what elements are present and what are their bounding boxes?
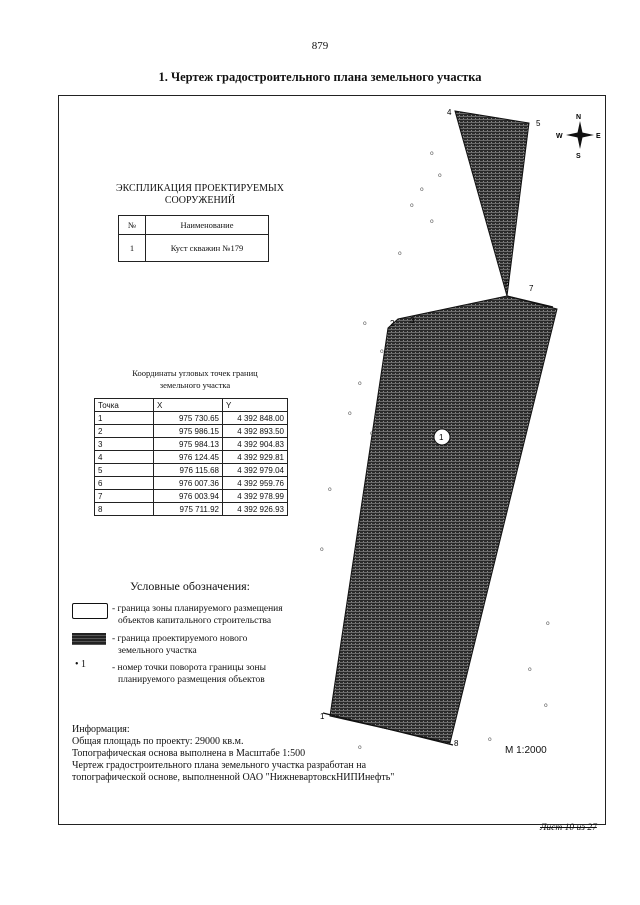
- legend-item-plot-line1: - граница проектируемого нового: [112, 634, 248, 644]
- point-label-5: 5: [536, 119, 541, 128]
- coordinates-title: [110, 367, 280, 391]
- table-cell: 4 392 904.83: [223, 438, 288, 451]
- legend-item-plot-line2: земельного участка: [118, 646, 197, 656]
- table-cell: 4 392 926.93: [223, 503, 288, 516]
- table-header-row: [95, 399, 288, 412]
- table-cell: 976 007.36: [154, 477, 223, 490]
- point-label-2: 2: [390, 319, 395, 328]
- table-cell: 1: [95, 412, 154, 425]
- compass-icon: [556, 114, 601, 160]
- table-row: [95, 490, 288, 503]
- explication-title-line2: СООРУЖЕНИЙ: [164, 195, 236, 206]
- legend-item-zone-line1: - граница зоны планируемого размещения: [112, 604, 283, 614]
- table-cell: 2: [95, 425, 154, 438]
- table-row: [95, 412, 288, 425]
- compass-e: E: [596, 133, 601, 140]
- legend-item-point: [112, 662, 266, 686]
- coordinates-header-x: X: [154, 399, 223, 412]
- point-label-3: 3: [410, 316, 415, 325]
- table-row: [95, 464, 288, 477]
- explication-table: [118, 215, 269, 262]
- legend-item-point-line2: планируемого размещения объектов: [118, 675, 265, 685]
- coordinates-title-line1: Координаты угловых точек границ: [132, 368, 258, 378]
- svg-text:o: o: [358, 744, 362, 751]
- point-label-1: 1: [320, 712, 325, 721]
- table-cell: 3: [95, 438, 154, 451]
- land-plot-hatched-area: [330, 111, 557, 743]
- information-line: Топографическая основа выполнена в Масштабе 1:500: [72, 748, 306, 759]
- table-cell: 976 115.68: [154, 464, 223, 477]
- compass-s: S: [576, 153, 581, 160]
- explication-header-no: №: [119, 216, 146, 235]
- svg-text:o: o: [430, 150, 434, 157]
- svg-text:o: o: [528, 666, 532, 673]
- coordinates-header-y: Y: [223, 399, 288, 412]
- svg-text:o: o: [438, 172, 442, 179]
- information-line: Чертеж градостроительного плана земельного участка разработан на: [72, 760, 367, 771]
- table-cell: 975 984.13: [154, 438, 223, 451]
- legend-item-plot: [112, 633, 247, 657]
- table-cell: 7: [95, 490, 154, 503]
- information-block: [72, 724, 394, 784]
- table-row: [95, 451, 288, 464]
- information-heading: Информация:: [72, 724, 130, 735]
- information-line: Общая площадь по проекту: 29000 кв.м.: [72, 736, 244, 747]
- legend-title: Условные обозначения:: [130, 579, 251, 593]
- table-row: [95, 477, 288, 490]
- table-cell: 4 392 979.04: [223, 464, 288, 477]
- legend-zone-boundary-symbol: [72, 603, 108, 619]
- table-cell: 4 392 929.81: [223, 451, 288, 464]
- point-label-7: 7: [529, 284, 534, 293]
- point-label-8: 8: [454, 739, 459, 748]
- table-cell: 976 003.94: [154, 490, 223, 503]
- svg-text:o: o: [488, 736, 492, 743]
- coordinates-title-line2: земельного участка: [159, 380, 231, 390]
- svg-text:o: o: [380, 348, 384, 355]
- table-cell: 4 392 959.76: [223, 477, 288, 490]
- compass-n: N: [576, 114, 582, 121]
- coordinates-table: [94, 398, 288, 516]
- legend-point-marker: • 1: [75, 659, 87, 670]
- page-title: 1. Чертеж градостроительного плана земельного участка: [158, 70, 482, 84]
- svg-text:o: o: [348, 410, 352, 417]
- table-cell: 976 124.45: [154, 451, 223, 464]
- page-number: 879: [311, 40, 329, 52]
- table-cell: 4 392 978.99: [223, 490, 288, 503]
- compass-w: W: [556, 133, 563, 140]
- explication-title: [100, 183, 300, 207]
- explication-cell: Куст скважин №179: [146, 235, 269, 262]
- svg-text:o: o: [420, 186, 424, 193]
- table-cell: 8: [95, 503, 154, 516]
- table-cell: 4 392 893.50: [223, 425, 288, 438]
- svg-text:o: o: [546, 620, 550, 627]
- table-cell: 6: [95, 477, 154, 490]
- svg-text:o: o: [370, 430, 374, 437]
- explication-cell: 1: [119, 235, 146, 262]
- map-scale: М 1:2000: [505, 745, 547, 756]
- svg-text:o: o: [544, 702, 548, 709]
- table-cell: 975 986.15: [154, 425, 223, 438]
- explication-title-line1: ЭКСПЛИКАЦИЯ ПРОЕКТИРУЕМЫХ: [116, 183, 284, 194]
- svg-text:o: o: [430, 218, 434, 225]
- table-cell: 975 730.65: [154, 412, 223, 425]
- svg-text:o: o: [320, 546, 324, 553]
- table-row: [95, 503, 288, 516]
- sheet-number: Лист 10 из 27: [540, 823, 597, 833]
- svg-text:o: o: [328, 486, 332, 493]
- legend-item-zone: [112, 603, 283, 627]
- table-row: [95, 425, 288, 438]
- svg-text:o: o: [363, 320, 367, 327]
- table-cell: 5: [95, 464, 154, 477]
- explication-header-name: Наименование: [146, 216, 269, 235]
- information-line: топографической основе, выполненной ОАО "НижневартовскНИПИнефть": [72, 772, 395, 783]
- table-row: [95, 438, 288, 451]
- table-cell: 4: [95, 451, 154, 464]
- svg-text:o: o: [398, 250, 402, 257]
- table-cell: 975 711.92: [154, 503, 223, 516]
- svg-text:o: o: [410, 202, 414, 209]
- point-label-4: 4: [447, 108, 452, 117]
- legend-item-zone-line2: объектов капитального строительства: [118, 616, 272, 626]
- structure-marker-label: 1: [439, 433, 444, 442]
- legend-item-point-line1: - номер точки поворота границы зоны: [112, 663, 266, 673]
- coordinates-header-point: Точка: [95, 399, 154, 412]
- table-cell: 4 392 848.00: [223, 412, 288, 425]
- svg-text:o: o: [358, 380, 362, 387]
- legend-land-plot-symbol: [72, 633, 106, 645]
- point-label-6: 6: [505, 279, 510, 288]
